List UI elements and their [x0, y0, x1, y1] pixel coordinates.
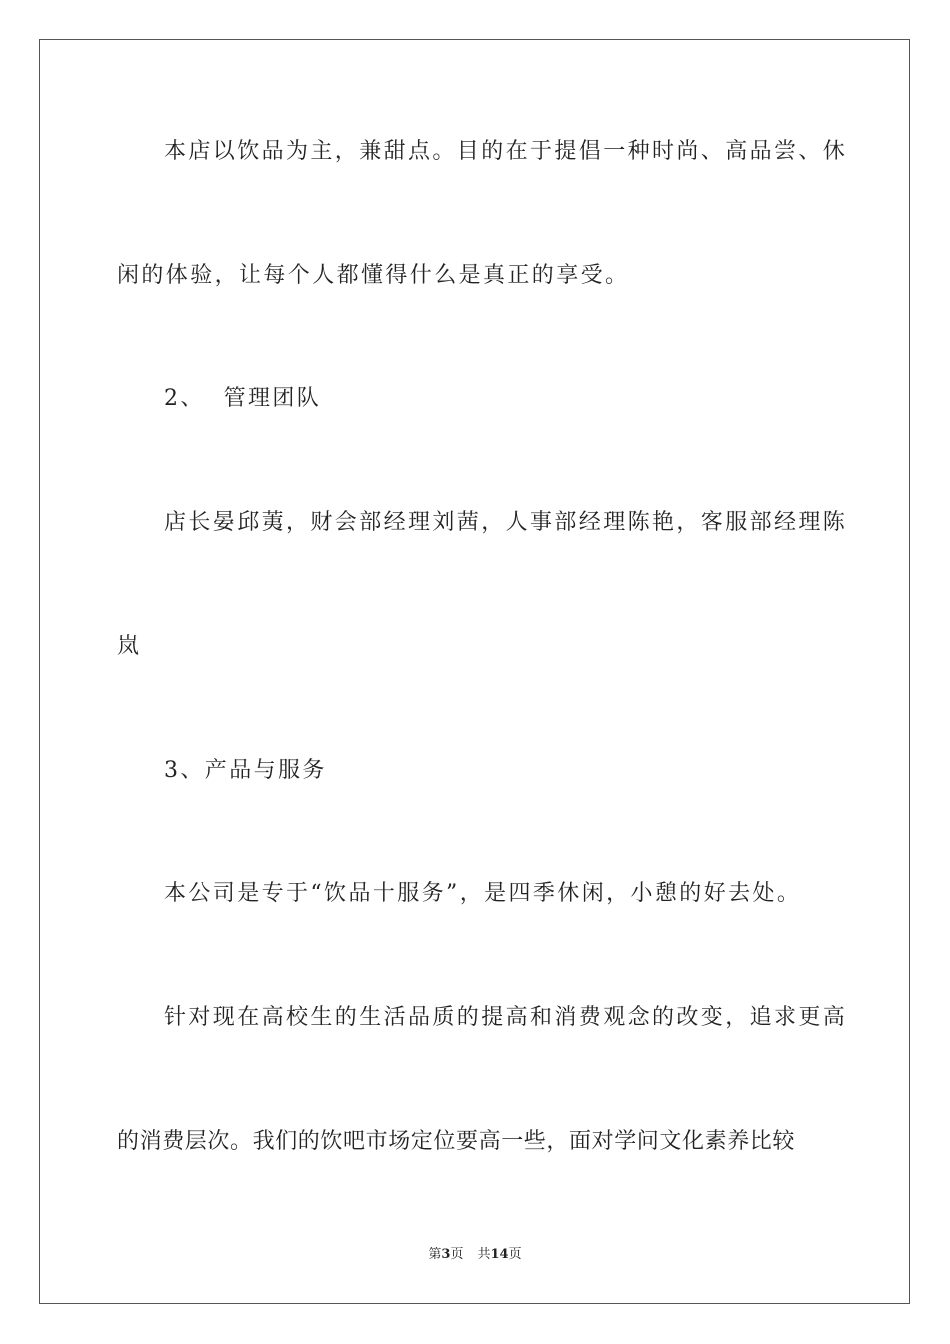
page-prefix: 第 [428, 1247, 442, 1262]
paragraph-line: 本公司是专于“饮品十服务”，是四季休闲，小憩的好去处。 [164, 881, 802, 906]
section-heading-products-services: 3、产品与服务 [164, 758, 327, 783]
paragraph-line: 闲的体验，让每个人都懂得什么是真正的享受。 [117, 263, 630, 288]
section-heading-management-team: 2、 管理团队 [164, 386, 322, 411]
page-suffix: 页 [450, 1247, 464, 1262]
page-footer [0, 1246, 950, 1264]
total-prefix: 共 [477, 1247, 491, 1262]
total-pages: 14 [490, 1247, 509, 1262]
total-suffix: 页 [508, 1247, 522, 1262]
paragraph-line: 针对现在高校生的生活品质的提高和消费观念的改变，追求更高 [164, 1005, 848, 1030]
paragraph-line: 店长晏邱荑，财会部经理刘茜，人事部经理陈艳，客服部经理陈 [164, 510, 848, 535]
page-number: 3 [441, 1247, 451, 1262]
paragraph-line: 本店以饮品为主，兼甜点。目的在于提倡一种时尚、高品尝、休 [164, 139, 848, 164]
paragraph-line: 的消费层次。我们的饮吧市场定位要高一些，面对学问文化素养比较 [117, 1129, 796, 1154]
paragraph-line: 岚 [117, 634, 142, 659]
page-border [39, 39, 910, 1304]
